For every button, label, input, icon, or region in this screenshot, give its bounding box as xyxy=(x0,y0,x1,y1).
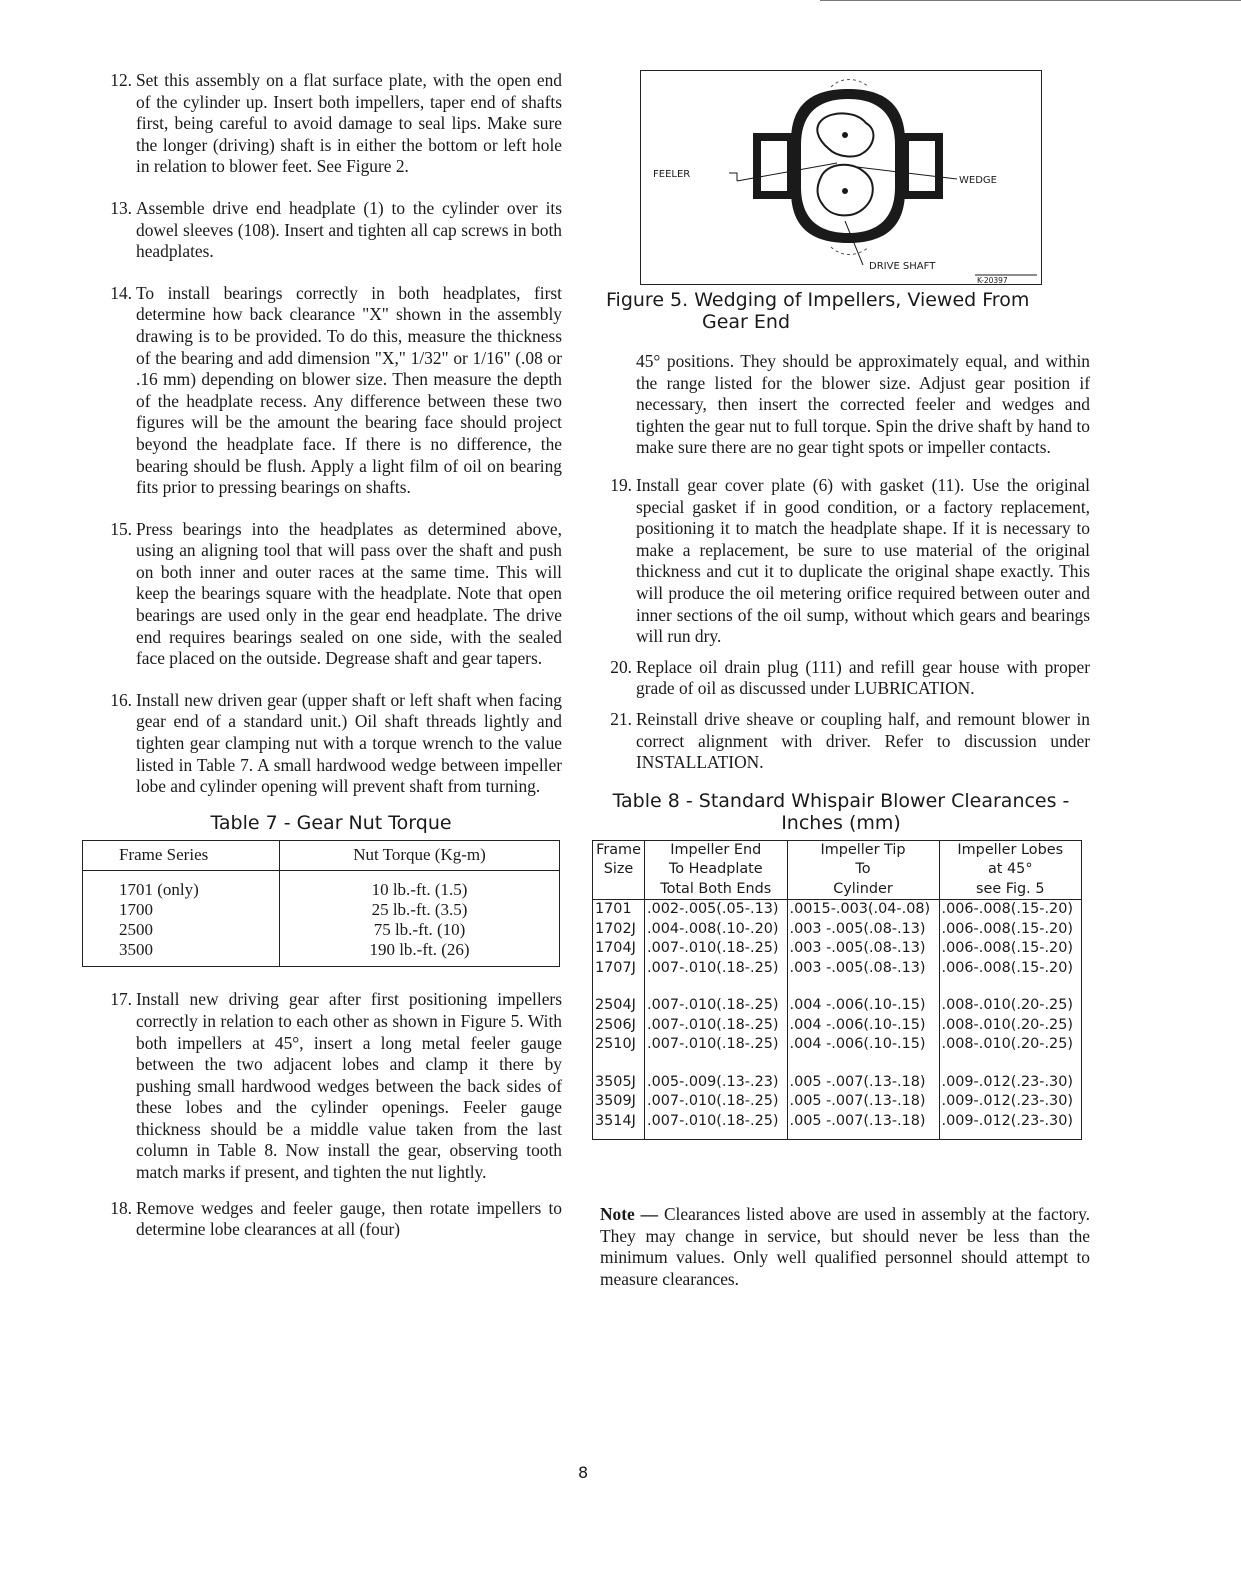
table8-cell-impeller-end: .007-.010(.18-.25) xyxy=(645,939,787,959)
table8-header-line: To xyxy=(855,861,871,878)
table8-cell-frame-size: 2510J xyxy=(593,1035,645,1055)
table7 xyxy=(82,840,560,968)
table8-body xyxy=(593,900,1082,1140)
step-text: Press bearings into the headplates as determined above, using an aligning tool that will pass over the shaft and push on both inner and outer races at the same time. This will keep the bearings square with the headplate. Note that open bearings are used only in the gear end headplate. The drive end requires bearings sealed on one side, with the sealed face placed on the outside. Degrease shaft and gear tapers. xyxy=(136,518,562,669)
step-text: Install new driving gear after first positioning impellers correctly in relation to each other as shown in Figure 5. With both impellers at 45°, insert a long metal feeler gauge between the two adjacent lobes and clamp it there by pushing small hardwood wedges between the back sides of these lobes and the cylinder openings. Feeler gauge thickness should be a middle value taken from the last column in Table 8. Now install the gear, observing tooth match marks if present, and tighten the nut lightly. xyxy=(136,989,562,1183)
table8-header-line: see Fig. 5 xyxy=(976,880,1045,897)
table8-cell-frame-size: 1707J xyxy=(593,959,645,979)
table8-row xyxy=(593,920,1082,940)
step-18 xyxy=(100,1198,562,1241)
table8-row xyxy=(593,1035,1082,1055)
step-text: Assemble drive end headplate (1) to the cylinder over its dowel sleeves (108). Insert and tighten all cap screws in both headplates. xyxy=(136,197,562,262)
table8-header-line: Cylinder xyxy=(833,880,893,897)
table8-header-line: Impeller Lobes xyxy=(957,841,1064,858)
table8-header-frame-size xyxy=(593,840,645,900)
step-12 xyxy=(100,70,562,178)
step-number: 15. xyxy=(110,518,132,539)
table8-row xyxy=(593,939,1082,959)
figure-reference-label: K-20397 xyxy=(977,276,1008,284)
table8-row xyxy=(593,1112,1082,1132)
step-number: 20. xyxy=(610,656,632,677)
step-number: 16. xyxy=(110,689,132,710)
table8-row xyxy=(593,1016,1082,1036)
step-14 xyxy=(100,283,562,499)
table8-cell-impeller-tip: .004 -.006(.10-.15) xyxy=(787,1016,939,1036)
table8-cell-impeller-tip: .005 -.007(.13-.18) xyxy=(787,1092,939,1112)
table8-row xyxy=(593,996,1082,1016)
table8-cell-impeller-lobes: .008-.010(.20-.25) xyxy=(941,1016,1073,1033)
note-label: Note — xyxy=(600,1204,659,1225)
table8-cell-impeller-lobes: .006-.008(.15-.20) xyxy=(941,959,1073,976)
table7-row xyxy=(83,900,560,920)
table8-cell-impeller-lobes: .008-.010(.20-.25) xyxy=(941,1036,1073,1053)
top-edge-rule xyxy=(820,0,1241,1)
table7-frame-cell: 3500 xyxy=(83,940,280,967)
table7-torque-cell: 25 lb.-ft. (3.5) xyxy=(371,900,468,920)
step-number: 13. xyxy=(110,197,132,218)
table8-cell-impeller-lobes: .006-.008(.15-.20) xyxy=(941,901,1073,918)
table8-cell-frame-size: 1704J xyxy=(593,939,645,959)
table8-cell-impeller-tip: .004 -.006(.10-.15) xyxy=(787,996,939,1016)
table8-header-line: Size xyxy=(603,861,634,878)
table7-body xyxy=(83,870,560,967)
table8-cell-impeller-end: .004-.008(.10-.20) xyxy=(645,920,787,940)
table8-header-impeller-lobes xyxy=(939,840,1081,900)
figure5-caption-line2: Gear End xyxy=(702,311,791,333)
step-text: Install gear cover plate (6) with gasket (11). Use the original special gasket if in good condition, or a factory replacement, positioning it to match the headplate shape. If it is necessary to make a replacement, be sure to use material of the original thickness and cut it to duplicate the original shape exactly. This will produce the oil metering orifice required between outer and inner sections of the oil sump, without which gears and bearings will run dry. xyxy=(636,474,1090,647)
table8-row xyxy=(593,1092,1082,1112)
wedge-label: WEDGE xyxy=(959,175,997,186)
left-column xyxy=(100,70,562,1241)
table8-cell-impeller-tip: .005 -.007(.13-.18) xyxy=(787,1112,939,1132)
table8-header-line: Impeller Tip xyxy=(820,841,906,858)
table8-cell-impeller-lobes: .008-.010(.20-.25) xyxy=(941,997,1073,1014)
step-13 xyxy=(100,198,562,263)
table8 xyxy=(592,840,1082,1141)
table7-torque-cell: 190 lb.-ft. (26) xyxy=(369,940,470,960)
step-number: 14. xyxy=(110,282,132,303)
table7-row xyxy=(83,870,560,900)
step-number: 12. xyxy=(110,70,132,90)
step-21 xyxy=(600,709,1090,774)
table8-cell-impeller-lobes: .009-.012(.23-.30) xyxy=(941,1112,1073,1129)
drive-shaft-label: DRIVE SHAFT xyxy=(869,261,936,272)
steps-right xyxy=(600,475,1090,774)
table8-header-impeller-tip xyxy=(787,840,939,900)
table8-cell-frame-size: 3514J xyxy=(593,1112,645,1132)
table8-cell-impeller-tip: .005 -.007(.13-.18) xyxy=(787,1073,939,1093)
table8-cell-impeller-tip: .004 -.006(.10-.15) xyxy=(787,1035,939,1055)
table8-cell-impeller-end: .002-.005(.05-.13) xyxy=(645,900,787,920)
table8-group-spacer xyxy=(593,1055,1082,1073)
step-16 xyxy=(100,690,562,798)
table8-header-line: To Headplate xyxy=(668,861,763,878)
step-text: Reinstall drive sheave or coupling half, and remount blower in correct alignment with driver. Refer to discussion under INSTALLATION. xyxy=(636,708,1090,773)
table8-row xyxy=(593,959,1082,979)
table7-torque-cell: 10 lb.-ft. (1.5) xyxy=(371,879,468,899)
table7-frame-cell: 2500 xyxy=(83,920,280,940)
table8-cell-impeller-tip: .003 -.005(.08-.13) xyxy=(787,920,939,940)
table8-caption-line1: Table 8 - Standard Whispair Blower Clearances - xyxy=(612,789,1070,812)
table8-cell-impeller-lobes: .006-.008(.15-.20) xyxy=(941,940,1073,957)
table8-end-spacer xyxy=(593,1131,1082,1140)
table8-cell-frame-size: 2504J xyxy=(593,996,645,1016)
table7-row xyxy=(83,920,560,940)
table7-header-torque: Nut Torque (Kg-m) xyxy=(353,845,486,865)
table8-header-line: Impeller End xyxy=(670,841,762,858)
steps-top xyxy=(100,70,562,798)
note-text: Clearances listed above are used in assembly at the factory. They may change in service, but should never be less than the minimum values. Only well qualified personnel should attempt to measure clearances. xyxy=(600,1204,1090,1289)
steps-bottom xyxy=(100,989,562,1241)
step-20 xyxy=(600,657,1090,700)
table8-cell-frame-size: 1702J xyxy=(593,920,645,940)
table8-cell-impeller-end: .007-.010(.18-.25) xyxy=(645,1092,787,1112)
table8-row xyxy=(593,1073,1082,1093)
table7-caption: Table 7 - Gear Nut Torque xyxy=(210,811,452,834)
table8-cell-impeller-tip: .0015-.003(.04-.08) xyxy=(787,900,939,920)
table8-cell-impeller-end: .007-.010(.18-.25) xyxy=(645,1035,787,1055)
table8-cell-frame-size: 3509J xyxy=(593,1092,645,1112)
continuation-text: 45° positions. They should be approximately equal, and within the range listed for the blower size. Adjust gear position if necessary, then insert the corrected feeler and wedges and tighten the gear nut to full torque. Spin the drive shaft by hand to make sure there are no gear tight spots or impeller contacts. xyxy=(636,351,1090,458)
step-18-continuation xyxy=(600,351,1090,459)
step-text: Remove wedges and feeler gauge, then rotate impellers to determine lobe clearances at all (four) xyxy=(136,1197,562,1240)
table8-cell-impeller-tip: .003 -.005(.08-.13) xyxy=(787,939,939,959)
table8-header-line: Total Both Ends xyxy=(660,880,772,897)
figure5-drawing xyxy=(641,71,1041,284)
step-text: Replace oil drain plug (111) and refill gear house with proper grade of oil as discussed under LUBRICATION. xyxy=(636,656,1090,699)
figure5-caption-line1: Figure 5. Wedging of Impellers, Viewed From xyxy=(606,289,1030,311)
note xyxy=(600,1204,1090,1290)
table8-cell-frame-size: 3505J xyxy=(593,1073,645,1093)
table8-header-line: at 45° xyxy=(987,861,1033,878)
step-19 xyxy=(600,475,1090,648)
table8-header-line: Frame xyxy=(596,841,641,858)
table8-row xyxy=(593,900,1082,920)
table8-cell-frame-size: 2506J xyxy=(593,1016,645,1036)
step-text: Install new driven gear (upper shaft or left shaft when facing gear end of a standard unit.) Oil shaft threads lightly and tighten gear clamping nut with a torque wrench to the value listed in Table 7. A small hardwood wedge between impeller lobe and cylinder opening will prevent shaft from turning. xyxy=(136,689,562,797)
table8-cell-impeller-end: .007-.010(.18-.25) xyxy=(645,1112,787,1132)
table8-block xyxy=(592,790,1090,1141)
right-column xyxy=(595,70,1090,1291)
figure5-caption xyxy=(606,289,1090,333)
table8-caption xyxy=(592,790,1090,834)
step-number: 21. xyxy=(610,708,632,729)
table7-header-frame: Frame Series xyxy=(83,840,280,870)
table8-cell-impeller-end: .005-.009(.13-.23) xyxy=(645,1073,787,1093)
step-text: Set this assembly on a flat surface plate, with the open end of the cylinder up. Insert both impellers, taper end of shafts first, being careful to avoid damage to seal lips. Make sure the longer (driving) shaft is in either the bottom or left hole in relation to blower feet. See Figure 2. xyxy=(136,70,562,177)
step-text: To install bearings correctly in both headplates, first determine how back clearance "X" shown in the assembly drawing is to be provided. To do this, measure the thickness of the bearing and add dimension "X," 1/32" or 1/16" (.08 or .16 mm) depending on blower size. Then measure the depth of the headplate recess. Any difference between these two figures will be the amount the bearing face should project beyond the headplate face. If there is no difference, the bearing should be flush. Apply a light film of oil on bearing fits prior to pressing bearings on shafts. xyxy=(136,282,562,498)
table8-cell-impeller-end: .007-.010(.18-.25) xyxy=(645,959,787,979)
step-number: 19. xyxy=(610,474,632,495)
table7-frame-cell: 1701 (only) xyxy=(83,870,280,900)
table8-cell-impeller-end: .007-.010(.18-.25) xyxy=(645,996,787,1016)
table8-cell-impeller-tip: .003 -.005(.08-.13) xyxy=(787,959,939,979)
step-17 xyxy=(100,989,562,1183)
table8-caption-line2: Inches (mm) xyxy=(781,811,901,834)
step-15 xyxy=(100,519,562,670)
figure5-image xyxy=(640,70,1042,285)
table7-block xyxy=(100,812,562,968)
page-number: 8 xyxy=(578,1463,589,1482)
step-number: 18. xyxy=(110,1197,132,1218)
table8-header-impeller-end xyxy=(645,840,787,900)
table7-torque-cell: 75 lb.-ft. (10) xyxy=(373,920,466,940)
table8-cell-impeller-lobes: .009-.012(.23-.30) xyxy=(941,1093,1073,1110)
step-number: 17. xyxy=(110,989,132,1010)
table8-group-spacer xyxy=(593,978,1082,996)
feeler-label: FEELER xyxy=(653,169,691,180)
table8-cell-impeller-end: .007-.010(.18-.25) xyxy=(645,1016,787,1036)
table8-cell-impeller-lobes: .006-.008(.15-.20) xyxy=(941,920,1073,937)
table8-cell-frame-size: 1701 xyxy=(593,900,645,920)
table8-cell-impeller-lobes: .009-.012(.23-.30) xyxy=(941,1073,1073,1090)
table7-frame-cell: 1700 xyxy=(83,900,280,920)
table8-header-row xyxy=(593,840,1082,900)
table7-row xyxy=(83,940,560,967)
